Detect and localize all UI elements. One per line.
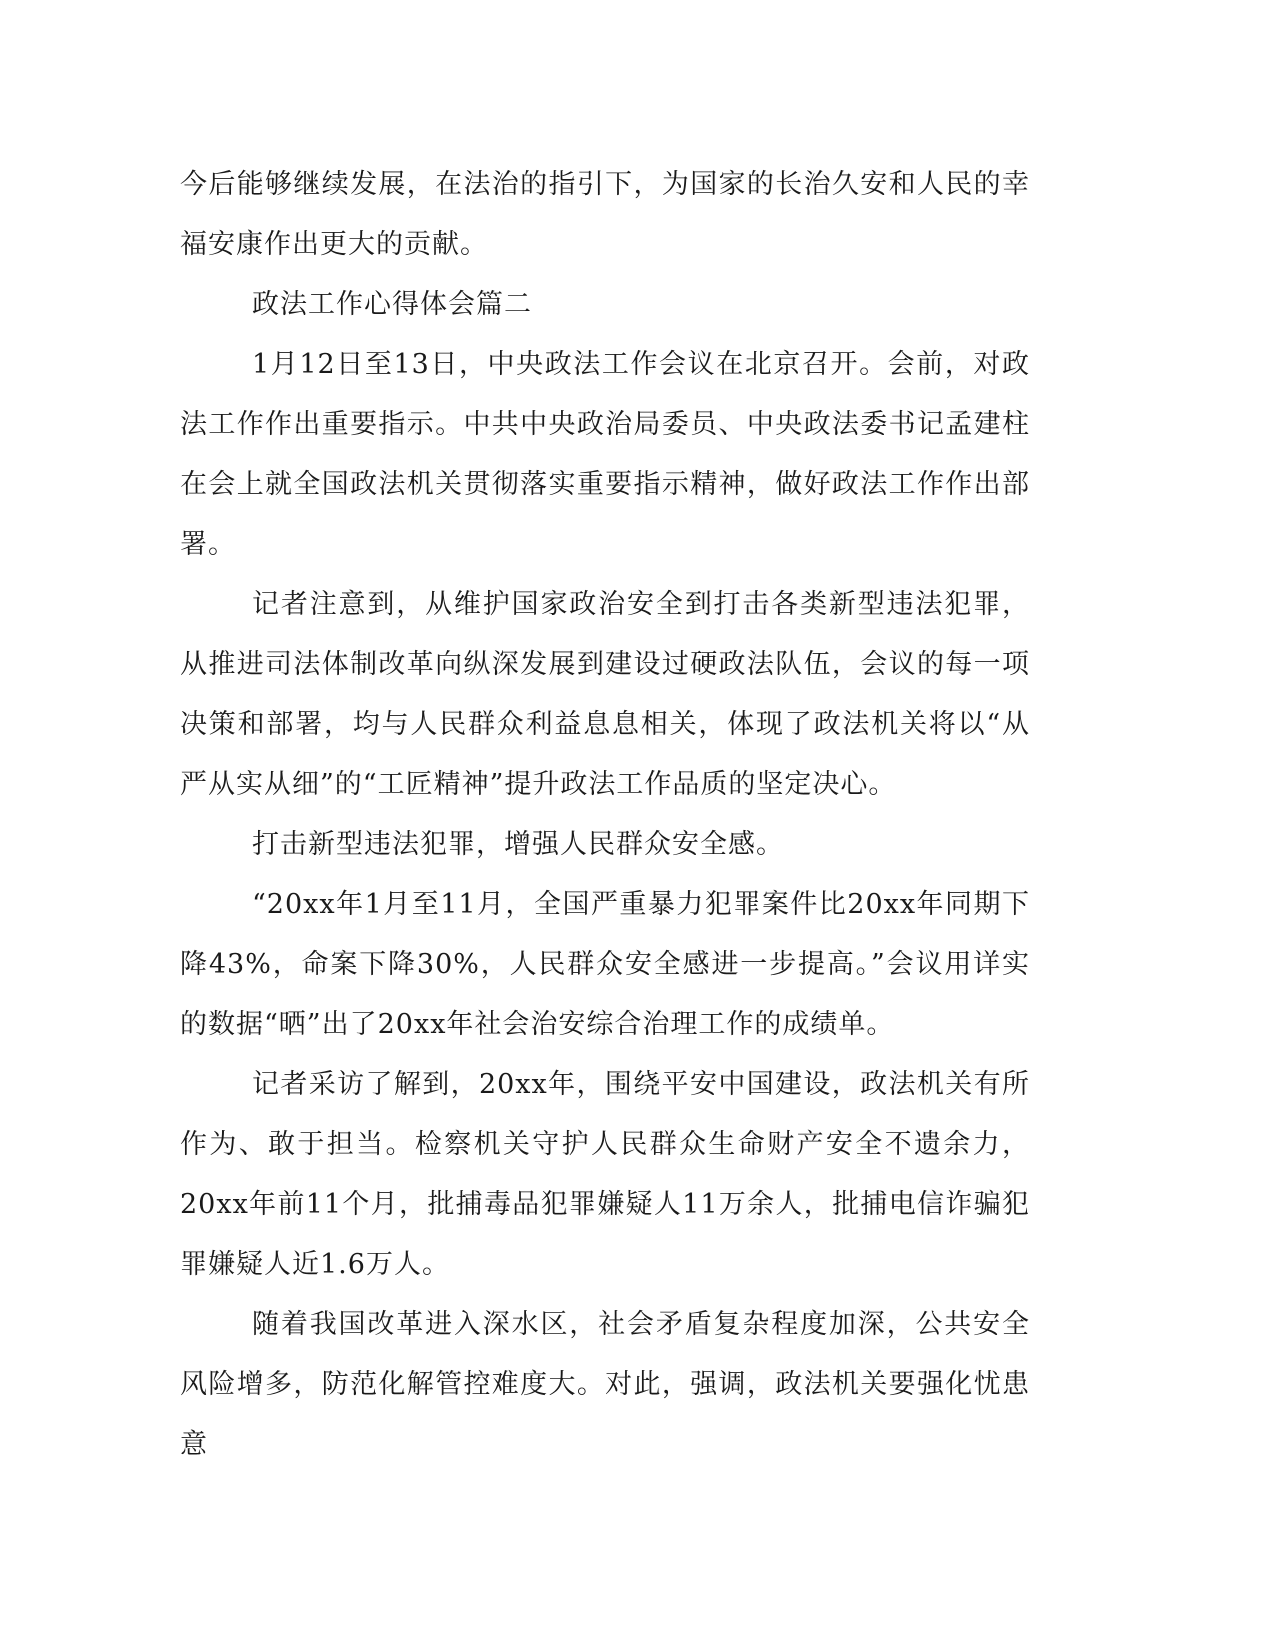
- document-body: [180, 155, 1030, 1475]
- paragraph-2: 1月12日至13日，中央政法工作会议在北京召开。会前，对政法工作作出重要指示。中共中央政治局委员、中央政法委书记孟建柱在会上就全国政法机关贯彻落实重要指示精神，做好政法工作作出部署。: [180, 349, 1030, 560]
- paragraph-6: 记者采访了解到，20xx年，围绕平安中国建设，政法机关有所作为、敢于担当。检察机关守护人民群众生命财产安全不遗余力，20xx年前11个月，批捕毒品犯罪嫌疑人11万余人，批捕电信诈骗犯罪嫌疑人近1.6万人。: [180, 1069, 1030, 1280]
- paragraph-5: “20xx年1月至11月，全国严重暴力犯罪案件比20xx年同期下降43%，命案下降30%，人民群众安全感进一步提高。”会议用详实的数据“晒”出了20xx年社会治安综合治理工作的成绩单。: [180, 889, 1030, 1040]
- paragraph-7: 随着我国改革进入深水区，社会矛盾复杂程度加深，公共安全风险增多，防范化解管控难度大。对此，强调，政法机关要强化忧患意: [180, 1309, 1030, 1460]
- paragraph-4: 打击新型违法犯罪，增强人民群众安全感。: [252, 829, 784, 860]
- paragraph-1: 今后能够继续发展，在法治的指引下，为国家的长治久安和人民的幸福安康作出更大的贡献。: [180, 169, 1030, 260]
- paragraph-3: 记者注意到，从维护国家政治安全到打击各类新型违法犯罪，从推进司法体制改革向纵深发展到建设过硬政法队伍，会议的每一项决策和部署，均与人民群众利益息息相关，体现了政法机关将以“从严从实从细”的“工匠精神”提升政法工作品质的坚定决心。: [180, 589, 1030, 800]
- section-heading: 政法工作心得体会篇二: [252, 289, 532, 320]
